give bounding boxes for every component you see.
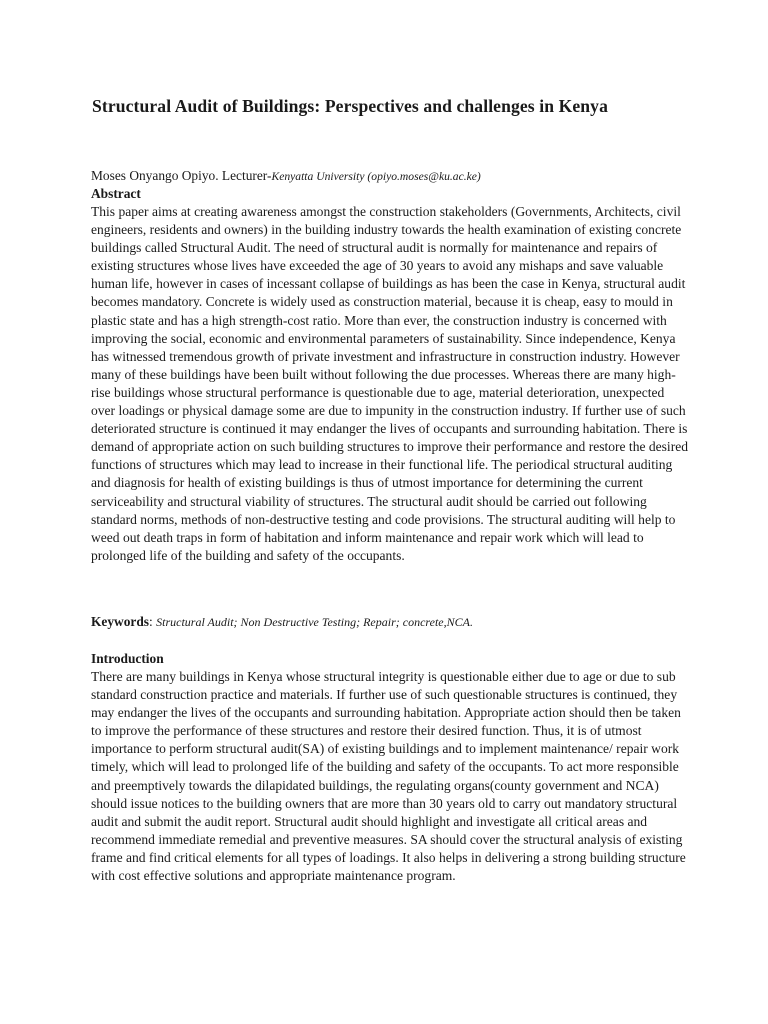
author-line [91, 167, 481, 186]
author-affiliation: Kenyatta University (opiyo.moses@ku.ac.ke) [271, 170, 481, 183]
keywords-label: Keywords [91, 614, 150, 629]
introduction-text: There are many buildings in Kenya whose structural integrity is questionable either due to age or due to sub standard construction practice and materials. If further use of such questionable structures is continued, they may endanger the lives of the occupants and surrounding habitation. Appropriate action should then be taken to improve the performance of these structures and restore their desired function. Thus, it is of utmost importance to perform structural audit(SA) of existing buildings and to implement maintenance/ repair work timely, which will lead to prolonged life of the building and safety of the occupants. To act more responsible and preemptively towards the dilapidated buildings, the regulating organs(county government and NCA) should issue notices to the building owners that are more than 30 years old to carry out mandatory structural audit and submit the audit report. Structural audit should highlight and investigate all critical areas and recommend immediate remedial and preventive measures. SA should cover the structural analysis of existing frame and find critical elements for all types of loadings. It also helps in delivering a strong building structure with cost effective solutions and appropriate maintenance program. [91, 669, 686, 884]
author-name: Moses Onyango Opiyo. Lecturer- [91, 168, 272, 183]
keywords-line [91, 613, 473, 631]
abstract-text: This paper aims at creating awareness amongst the construction stakeholders (Governments, Architects, civil engineers, residents and owners) in the building industry towards the health examination of existing concrete buildings called Structural Audit. The need of structural audit is normally for maintenance and repairs of existing structures whose lives have exceeded the age of 30 years to avoid any mishaps and save valuable human life, however in cases of incessant collapse of buildings as has been the case in Kenya, structural audit becomes mandatory. Concrete is widely used as construction material, because it is cheap, easy to mould in plastic state and has a high strength-cost ratio. More than ever, the construction industry is concerned with improving the social, economic and environmental parameters of sustainability. Since independence, Kenya has witnessed tremendous growth of private investment and infrastructure in construction industry. However many of these buildings have been built without following the due processes. Whereas there are many high-rise buildings whose structural performance is questionable due to age, material deterioration, unexpected over loadings or physical damage some are due to impunity in the construction industry. If further use of such deteriorated structure is continued it may endanger the lives of occupants and surrounding habitation. There is demand of appropriate action on such building structures to improve their performance and restore the desired functions of structures which may lead to increase in their functional life. The periodical structural auditing and diagnosis for health of existing buildings is thus of utmost importance for determining the current serviceability and structural viability of structures. The structural audit should be carried out following standard norms, methods of non-destructive testing and code provisions. The structural auditing will help to weed out death traps in form of habitation and inform maintenance and repair work which will lead to prolonged life of the building and safety of the occupants. [91, 204, 688, 563]
keywords-values: Structural Audit; Non Destructive Testing; Repair; concrete,NCA. [156, 615, 473, 629]
introduction-heading: Introduction [91, 651, 164, 666]
keywords-separator: : [149, 614, 157, 629]
abstract-heading: Abstract [91, 186, 141, 201]
paper-title: Structural Audit of Buildings: Perspectives and challenges in Kenya [92, 96, 608, 116]
